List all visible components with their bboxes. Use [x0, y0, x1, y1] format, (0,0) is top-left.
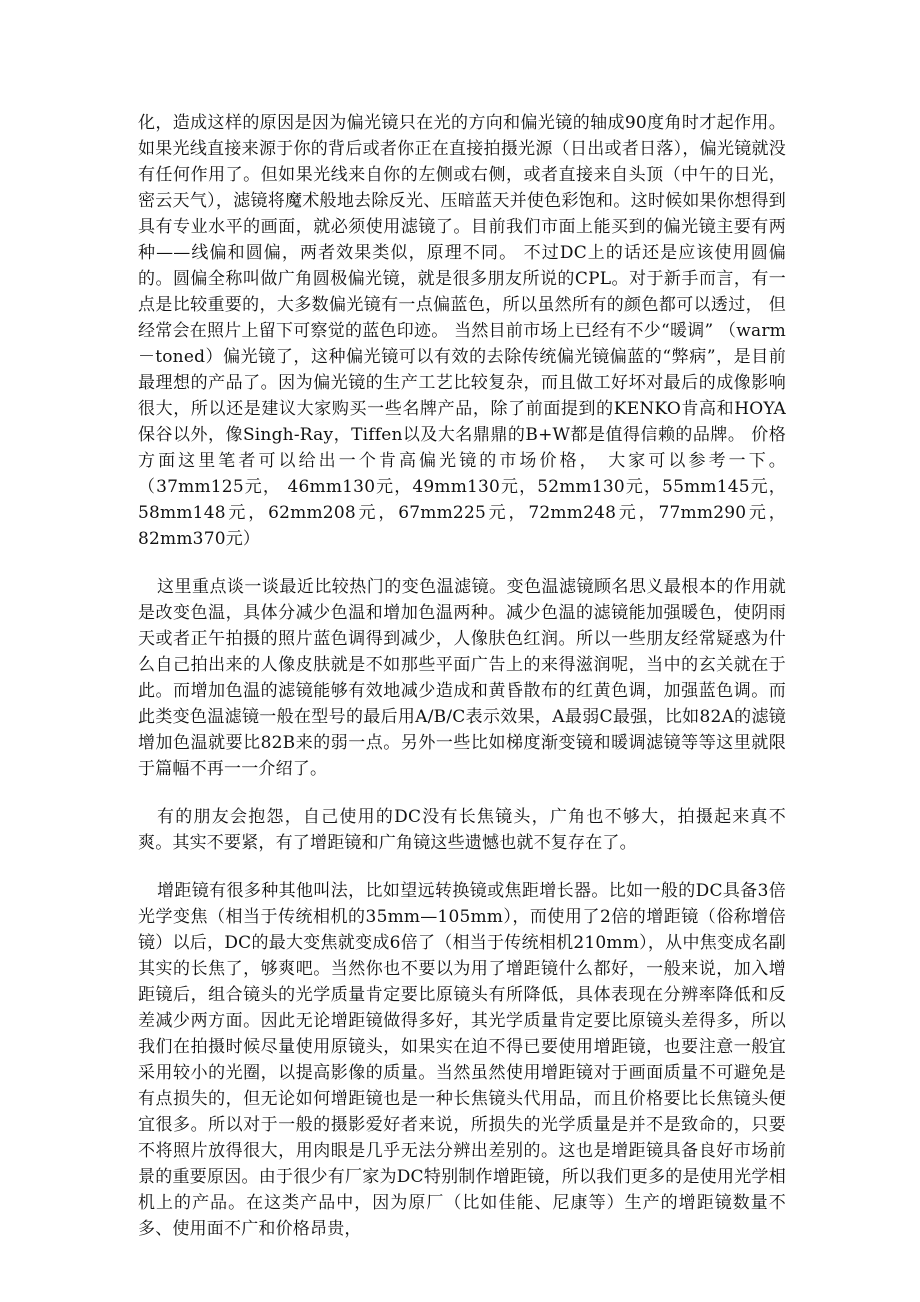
paragraph-teleconverter: 增距镜有很多种其他叫法，比如望远转换镜或焦距增长器。比如一般的DC具备3倍光学变焦（相当于传统相机的35mm—105mm），而使用了2倍的增距镜（俗称增倍镜）以后，DC的最大变焦就变成6倍了（相当于传统相机210mm），从中焦变成名副其实的长焦了，够爽吧。当然你也不要以为用了增距镜什么都好，一般来说，加入增距镜后，组合镜头的光学质量肯定要比原镜头有所降低，具体表现在分辨率降低和反差减少两方面。因此无论增距镜做得多好，其光学质量肯定要比原镜头差得多，所以我们在拍摄时候尽量使用原镜头，如果实在迫不得已要使用增距镜，也要注意一般宜采用较小的光圈，以提高影像的质量。当然虽然使用增距镜对于画面质量不可避免是有点损失的，但无论如何增距镜也是一种长焦镜头代用品，而且价格要比长焦镜头便宜很多。所以对于一般的摄影爱好者来说，所损失的光学质量是并不是致命的，只要不将照片放得很大，用肉眼是几乎无法分辨出差别的。这也是增距镜具备良好市场前景的重要原因。由于很少有厂家为DC特别制作增距镜，所以我们更多的是使用光学相机上的产品。在这类产品中，因为原厂（比如佳能、尼康等）生产的增距镜数量不多、使用面不广和价格昂贵， [138, 881, 786, 1239]
paragraph-telephoto-complaint: 有的朋友会抱怨，自己使用的DC没有长焦镜头，广角也不够大，拍摄起来真不爽。其实不要紧，有了增距镜和广角镜这些遗憾也就不复存在了。 [138, 807, 786, 853]
document-body [138, 110, 786, 1242]
paragraph-color-temperature-filter: 这里重点谈一谈最近比较热门的变色温滤镜。变色温滤镜顾名思义最根本的作用就是改变色温，具体分减少色温和增加色温两种。减少色温的滤镜能加强暖色，使阴雨天或者正午拍摄的照片蓝色调得到减少，人像肤色红润。所以一些朋友经常疑惑为什么自己拍出来的人像皮肤就是不如那些平面广告上的来得滋润呢，当中的玄关就在于此。而增加色温的滤镜能够有效地减少造成和黄昏散布的红黄色调，加强蓝色调。而此类变色温滤镜一般在型号的最后用A/B/C表示效果，A最弱C最强，比如82A的滤镜增加色温就要比82B来的弱一点。另外一些比如梯度渐变镜和暖调滤镜等等这里就限于篇幅不再一一介绍了。 [138, 577, 786, 779]
paragraph-polarizer: 化，造成这样的原因是因为偏光镜只在光的方向和偏光镜的轴成90度角时才起作用。如果光线直接来源于你的背后或者你正在直接拍摄光源（日出或者日落），偏光镜就没有任何作用了。但如果光线来自你的左侧或右侧，或者直接来自头顶（中午的日光，密云天气），滤镜将魔术般地去除反光、压暗蓝天并使色彩饱和。这时候如果你想得到具有专业水平的画面，就必须使用滤镜了。目前我们市面上能买到的偏光镜主要有两种——线偏和圆偏，两者效果类似，原理不同。 不过DC上的话还是应该使用圆偏的。圆偏全称叫做广角圆极偏光镜，就是很多朋友所说的CPL。对于新手而言，有一点是比较重要的，大多数偏光镜有一点偏蓝色，所以虽然所有的颜色都可以透过， 但经常会在照片上留下可察觉的蓝色印迹。 当然目前市场上已经有不少“暖调” （warm－toned）偏光镜了，这种偏光镜可以有效的去除传统偏光镜偏蓝的“弊病”，是目前最理想的产品了。因为偏光镜的生产工艺比较复杂，而且做工好坏对最后的成像影响很大，所以还是建议大家购买一些名牌产品，除了前面提到的KENKO肯高和HOYA保谷以外，像Singh-Ray，Tiffen以及大名鼎鼎的B+W都是值得信赖的品牌。 价格方面这里笔者可以给出一个肯高偏光镜的市场价格， 大家可以参考一下。（37mm125元， 46mm130元，49mm130元，52mm130元，55mm145元，58mm148元，62mm208元，67mm225元，72mm248元，77mm290元，82mm370元） [138, 113, 786, 549]
